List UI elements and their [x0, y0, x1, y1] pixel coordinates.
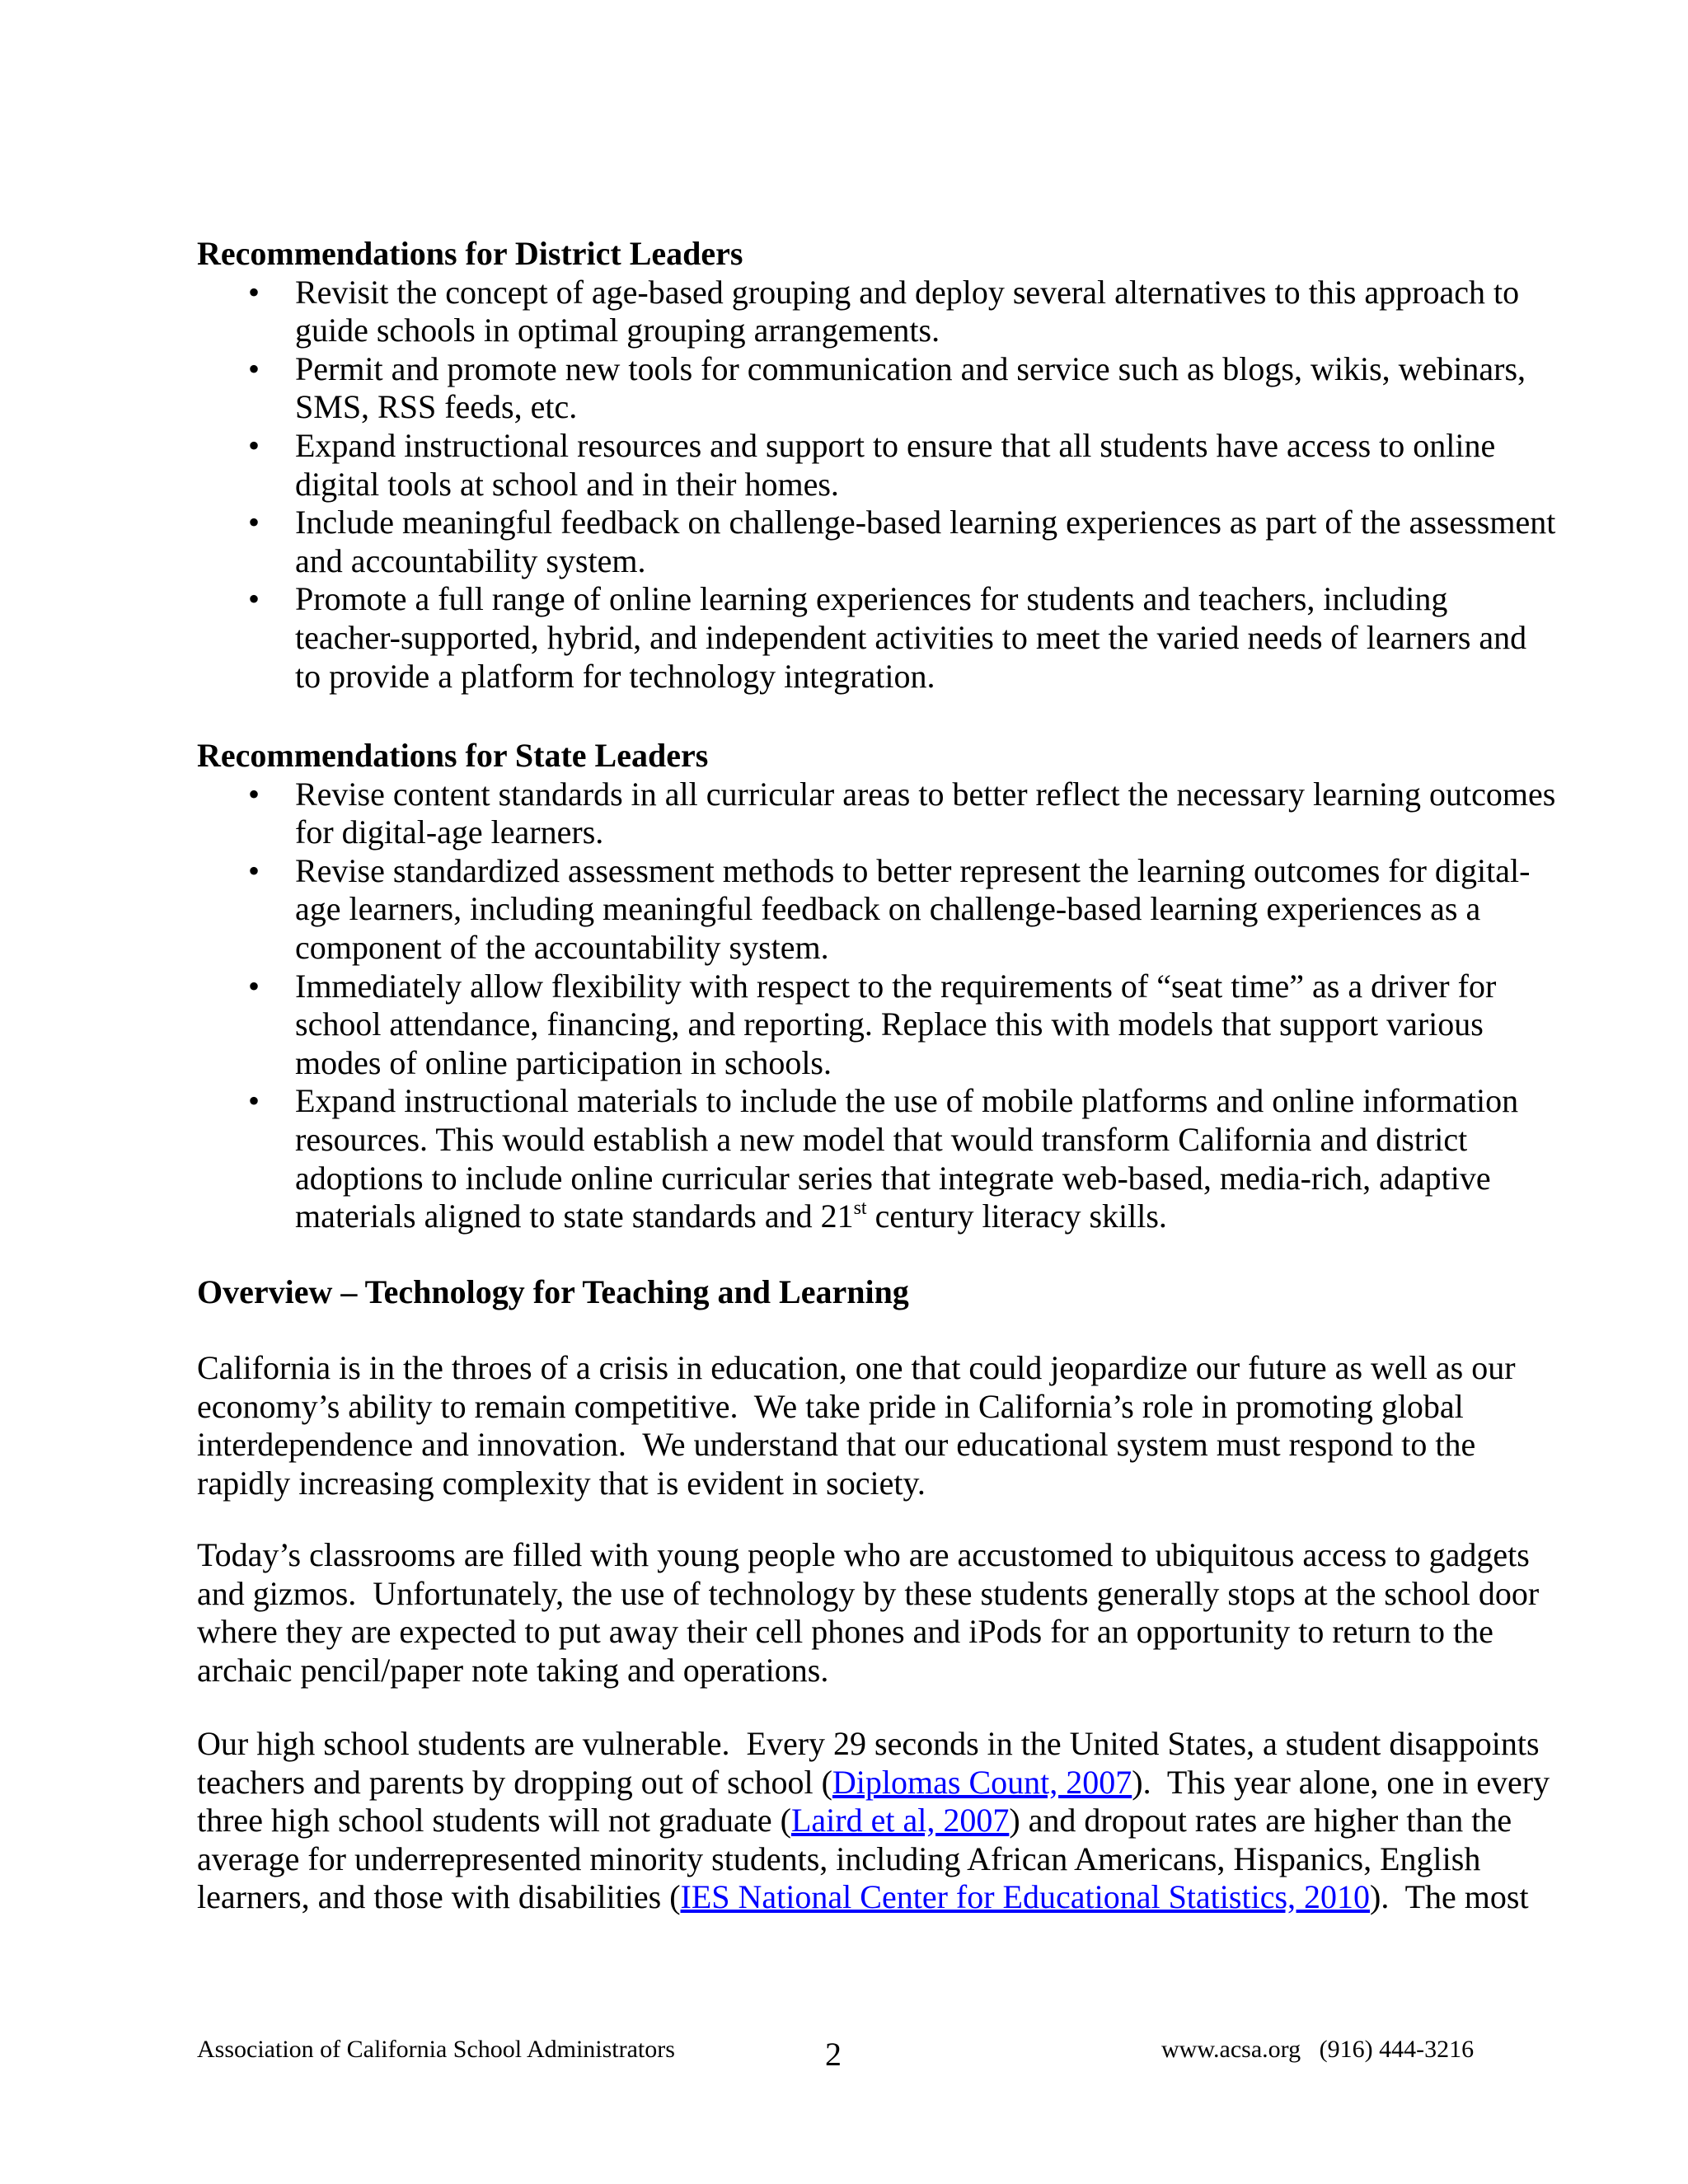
text: Today’s classrooms are filled with young people who are accustomed to ubiquitous access to gadgets [197, 1536, 1530, 1573]
list-item-line: and accountability system. [295, 541, 646, 579]
text: ) and dropout rates are higher than the [1009, 1802, 1512, 1840]
bullet-icon: • [248, 775, 260, 813]
text: century literacy skills. [866, 1197, 1167, 1235]
list-item-line: Expand instructional resources and support to ensure that all students have access to online [295, 426, 1496, 464]
list-item [197, 1082, 1598, 1235]
footer-contact: www.acsa.org (916) 444-3216 [1161, 2036, 1475, 2063]
footer-organization: Association of California School Administrators [197, 2036, 675, 2063]
text: ). This year alone, one in every [1132, 1763, 1550, 1801]
bullet-icon: • [248, 1082, 260, 1120]
list-item-line: guide schools in optimal grouping arrangements. [295, 312, 940, 349]
list-item [197, 274, 1598, 350]
paragraph-line [197, 1725, 1598, 1764]
list-item-line: Promote a full range of online learning experiences for students and teachers, including [295, 580, 1448, 618]
paragraph-line [197, 1802, 1598, 1840]
list-item-line: Revise content standards in all curricular areas to better reflect the necessary learning outcomes [295, 775, 1556, 813]
list-item-line: SMS, RSS feeds, etc. [295, 388, 578, 426]
list-item [197, 776, 1598, 852]
text: learners, and those with disabilities ( [197, 1878, 681, 1916]
paragraph-line [197, 1613, 1598, 1652]
text: rapidly increasing complexity that is evident in society. [197, 1464, 926, 1502]
text: archaic pencil/paper note taking and operations. [197, 1651, 829, 1689]
bullet-icon: • [248, 851, 260, 889]
list-item-line: adoptions to include online curricular series that integrate web-based, media-rich, adaptive [295, 1159, 1491, 1197]
list-item [197, 504, 1598, 580]
paragraph-line [197, 1388, 1598, 1427]
paragraph-line [197, 1465, 1598, 1503]
text: materials aligned to state standards and 21 [295, 1197, 854, 1235]
paragraph-line [197, 1536, 1598, 1575]
state-leaders-section [197, 737, 1598, 1236]
list-item-line: Include meaningful feedback on challenge-based learning experiences as part of the assessment [295, 504, 1556, 541]
list-item [197, 427, 1598, 504]
list-item-line: modes of online participation in schools. [295, 1043, 832, 1081]
list-item-line: Permit and promote new tools for communication and service such as blogs, wikis, webinars, [295, 349, 1526, 387]
list-item-line: Immediately allow flexibility with respect to the requirements of “seat time” as a driver for [295, 967, 1497, 1005]
list-item [197, 968, 1598, 1083]
paragraph-3 [197, 1725, 1598, 1917]
bullet-icon: • [248, 349, 260, 387]
paragraph-line [197, 1652, 1598, 1690]
text: teachers and parents by dropping out of school ( [197, 1763, 832, 1801]
bullet-list [197, 776, 1598, 1236]
bullet-icon: • [248, 273, 260, 311]
bullet-icon: • [248, 967, 260, 1005]
overview-heading: Overview – Technology for Teaching and Learning [197, 1273, 909, 1310]
paragraph-line [197, 1764, 1598, 1802]
section-heading: Recommendations for District Leaders [197, 235, 743, 272]
list-item-line: Revise standardized assessment methods to better represent the learning outcomes for digital- [295, 851, 1531, 889]
text: three high school students will not graduate ( [197, 1802, 791, 1840]
list-item-line: resources. This would establish a new model that would transform California and district [295, 1120, 1468, 1158]
list-item-line: for digital-age learners. [295, 813, 604, 851]
paragraph-1 [197, 1349, 1598, 1502]
paragraph-line [197, 1426, 1598, 1465]
text: economy’s ability to remain competitive. We take pride in California’s role in promoting global [197, 1387, 1464, 1425]
paragraph-line [197, 1349, 1598, 1388]
bullet-icon: • [248, 426, 260, 464]
list-item-line [295, 1197, 1598, 1236]
paragraph-2 [197, 1536, 1598, 1690]
citation-link[interactable]: IES National Center for Educational Statistics, 2010 [680, 1878, 1371, 1916]
text: interdependence and innovation. We understand that our educational system must respond to the [197, 1426, 1476, 1464]
text: Our high school students are vulnerable. Every 29 seconds in the United States, a student disappoints [197, 1725, 1540, 1762]
page-number: 2 [825, 2036, 842, 2073]
list-item-line: to provide a platform for technology integration. [295, 657, 935, 695]
list-item-line: age learners, including meaningful feedback on challenge-based learning experiences as a [295, 890, 1481, 928]
bullet-icon: • [248, 580, 260, 618]
list-item-line: component of the accountability system. [295, 928, 829, 966]
section-heading: Recommendations for State Leaders [197, 737, 709, 774]
list-item [197, 350, 1598, 427]
bullet-list [197, 274, 1598, 696]
district-leaders-section [197, 235, 1598, 696]
paragraph-line [197, 1878, 1598, 1917]
citation-link[interactable]: Diplomas Count, 2007 [832, 1763, 1132, 1801]
paragraph-line [197, 1575, 1598, 1614]
text: average for underrepresented minority students, including African Americans, Hispanics, English [197, 1840, 1481, 1877]
bullet-icon: • [248, 504, 260, 541]
text: ). The most [1370, 1878, 1529, 1916]
citation-link[interactable]: Laird et al, 2007 [790, 1802, 1010, 1840]
list-item-line: teacher-supported, hybrid, and independent activities to meet the varied needs of learners and [295, 618, 1527, 656]
list-item-line: digital tools at school and in their homes. [295, 465, 839, 503]
text: and gizmos. Unfortunately, the use of technology by these students generally stops at the school door [197, 1574, 1540, 1612]
list-item-line: Revisit the concept of age-based grouping and deploy several alternatives to this approach to [295, 273, 1520, 311]
list-item-line: Expand instructional materials to include the use of mobile platforms and online information [295, 1082, 1519, 1120]
superscript: st [853, 1197, 867, 1220]
list-item-line: school attendance, financing, and reporting. Replace this with models that support various [295, 1005, 1484, 1043]
text: where they are expected to put away their cell phones and iPods for an opportunity to return to the [197, 1613, 1493, 1651]
paragraph-line [197, 1840, 1598, 1879]
list-item [197, 852, 1598, 968]
text: California is in the throes of a crisis in education, one that could jeopardize our future as well as our [197, 1349, 1516, 1386]
list-item [197, 580, 1598, 696]
